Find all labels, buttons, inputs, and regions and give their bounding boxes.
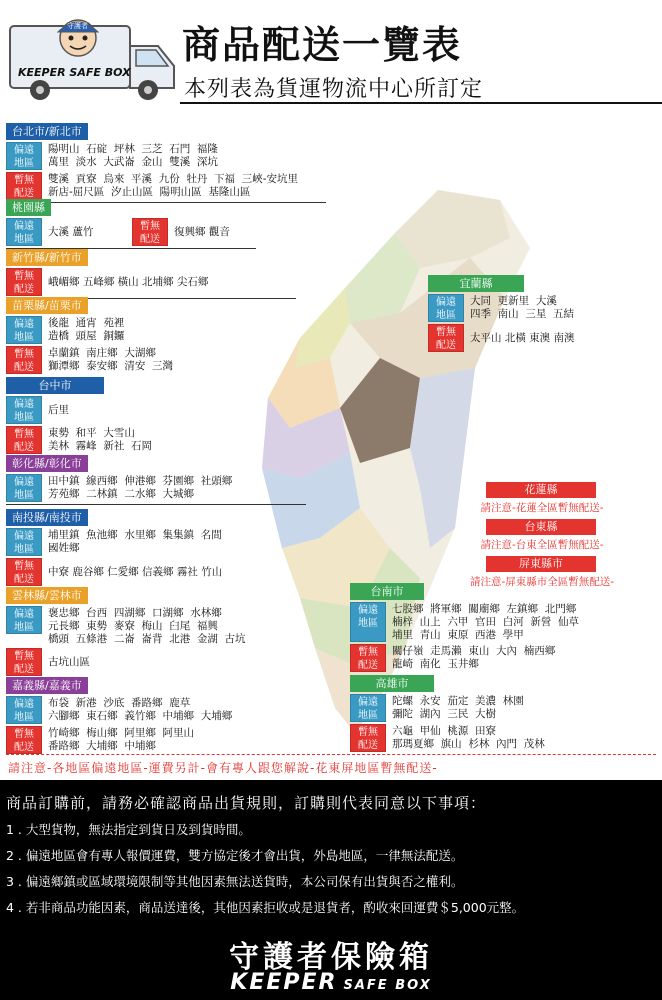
east-notice-taitung: 台東縣 請注意-台東全區暫無配送- (480, 520, 604, 551)
delivery-truck-icon (8, 8, 178, 103)
terms-item: 2 . 偏遠地區會有專人報價運費，雙方協定後才會出貨，外島地區，一律無法配送。 (6, 848, 464, 863)
remote-area-badge: 偏遠 地區 (6, 474, 42, 502)
no-delivery-badge: 暫無 配送 (6, 172, 42, 200)
brand-name-english: KEEPER (230, 970, 338, 995)
no-delivery-badge: 暫無 配送 (6, 558, 42, 586)
east-notice-hualien: 花蓮縣 請注意-花蓮全區暫無配送- (480, 483, 604, 514)
region-chiayi: 嘉義縣/嘉義市 偏遠 地區 布袋 新港 沙底 番路鄉 鹿草 六腳鄉 東石鄉 義竹鄉 中埔鄉 大埔鄉 暫無 配送 竹崎鄉 梅山鄉 阿里鄉 阿里山 番路鄉 大埔鄉 中埔鄉 (6, 674, 336, 756)
region-title: 高雄市 (350, 675, 434, 692)
mascot-cap-text: 守護者 (67, 22, 88, 30)
remote-area-badge: 偏遠 地區 (6, 316, 42, 344)
no-delivery-badge: 暫無 配送 (350, 724, 386, 752)
region-tainan: 台南市 偏遠 地區 七股鄉 將軍鄉 關廟鄉 左鎮鄉 北門鄉 楠梓 山上 六甲 官田 白河 新營 仙草 埔里 青山 東原 西港 學甲 暫無 配送 關仔嶺 走馬瀨 東山 大內 楠西鄉 龍崎 南化 玉井鄉 (350, 580, 656, 674)
subtitle-divider (180, 102, 662, 104)
region-title: 雲林縣/雲林市 (6, 587, 88, 604)
region-miaoli: 苗栗縣/苗栗市 偏遠 地區 後龍 通宵 苑裡 造橋 頭屋 銅鑼 暫無 配送 卓蘭鎮 南庄鄉 大湖鄉 獅潭鄉 泰安鄉 清安 三灣 (6, 294, 306, 376)
region-taichung: 台中市 偏遠 地區 后里 暫無 配送 東勢 和平 大雪山 美林 霧峰 新社 石岡 (6, 374, 306, 456)
terms-item: 3 . 偏遠鄉鎮或區域環境限制等其他因素無法送貨時，本公司保有出貨與否之權利。 (6, 874, 464, 889)
region-title: 台中市 (6, 377, 104, 394)
region-title: 嘉義縣/嘉義市 (6, 677, 88, 694)
region-title: 台北市/新北市 (6, 123, 88, 140)
remote-area-badge: 偏遠 地區 (6, 218, 42, 246)
no-delivery-badge: 暫無 配送 (6, 268, 42, 296)
region-title: 宜蘭縣 (428, 275, 524, 292)
no-delivery-badge: 暫無 配送 (6, 648, 42, 676)
no-delivery-badge: 暫無 配送 (350, 644, 386, 672)
region-taipei: 台北市/新北市 偏遠 地區 陽明山 石碇 坪林 三芝 石門 福隆 萬里 淡水 大武崙 金山 雙溪 深坑 暫無 配送 雙溪 貢寮 烏來 平溪 九份 牡丹 下福 三峽-安坑里 新店-屈尺區 汐止山區 陽明山區 基隆山區 (6, 120, 426, 203)
remote-area-badge: 偏遠 地區 (6, 606, 42, 634)
terms-heading: 商品訂購前，請務必確認商品出貨規則，訂購則代表同意以下事項： (6, 794, 487, 812)
page-subtitle: 本列表為貨運物流中心所訂定 (184, 77, 484, 102)
remote-area-badge: 偏遠 地區 (6, 142, 42, 170)
no-delivery-badge: 暫無 配送 (6, 346, 42, 374)
region-title: 南投縣/南投市 (6, 509, 88, 526)
brand-logo (0, 970, 662, 995)
region-yunlin: 雲林縣/雲林市 偏遠 地區 褒忠鄉 台西 四湖鄉 口湖鄉 水林鄉 元長鄉 東勢 麥寮 梅山 臼尾 福興 橋頭 五條港 二崙 崙背 北港 金湖 古坑 暫無 配送 古坑山區 (6, 584, 346, 678)
region-changhua: 彰化縣/彰化市 偏遠 地區 田中鎮 線西鄉 伸港鄉 芬園鄉 社頭鄉 芳苑鄉 二林鎮 二水鄉 大城鄉 (6, 452, 326, 505)
region-title: 彰化縣/彰化市 (6, 455, 88, 472)
region-title: 新竹縣/新竹市 (6, 249, 88, 266)
no-delivery-badge: 暫無 配送 (428, 324, 464, 352)
terms-item: 1 . 大型貨物，無法指定到貨日及到貨時間。 (6, 822, 251, 837)
brand-name-chinese: 守護者保險箱 (229, 940, 433, 975)
terms-item: 4 . 若非商品功能因素，商品送達後，其他因素拒收或是退貨者，酌收來回運費＄5,000元整。 (6, 900, 525, 915)
page-title: 商品配送一覽表 (182, 23, 463, 67)
remote-area-badge: 偏遠 地區 (6, 696, 42, 724)
east-notice-pingtung: 屏東縣市 請注意-屏東縣市全區暫無配送- (469, 557, 615, 588)
delivery-map (0, 108, 662, 780)
region-taoyuan: 桃園縣 偏遠 地區 大溪 蘆竹 暫無 配送 復興鄉 觀音 (6, 196, 306, 249)
shipping-notice: 請注意-各地區偏遠地區-運費另計-會有專人跟您解說-花東屏地區暫無配送- (6, 754, 656, 778)
region-title: 苗栗縣/苗栗市 (6, 297, 88, 314)
region-title: 台南市 (350, 583, 424, 600)
region-kaohsiung: 高雄市 偏遠 地區 陀螺 永安 茄定 美濃 林園 彌陀 湖內 三民 大樹 暫無 配送 六龜 甲仙 桃源 田寮 那瑪夏鄉 旗山 杉林 內門 茂林 (350, 672, 656, 754)
order-terms-section (0, 780, 662, 1000)
east-region-notices (446, 482, 638, 593)
region-title: 桃園縣 (6, 199, 51, 216)
remote-area-badge: 偏遠 地區 (6, 396, 42, 424)
remote-area-badge: 偏遠 地區 (428, 294, 464, 322)
region-nantou: 南投縣/南投市 偏遠 地區 埔里鎮 魚池鄉 水里鄉 集集鎮 名間 國姓鄉 暫無 配送 中寮 鹿谷鄉 仁愛鄉 信義鄉 霧社 竹山 (6, 506, 336, 588)
remote-area-badge: 偏遠 地區 (350, 602, 386, 642)
truck-logo-text: KEEPER SAFE BOX (18, 66, 131, 79)
no-delivery-badge: 暫無 配送 (132, 218, 168, 246)
terms-list (6, 820, 524, 924)
no-delivery-badge: 暫無 配送 (6, 426, 42, 454)
remote-area-badge: 偏遠 地區 (350, 694, 386, 722)
region-yilan: 宜蘭縣 偏遠 地區 大同 更新里 大溪 四季 南山 三星 五結 暫無 配送 太平山 北橫 東澳 南澳 (428, 272, 656, 354)
remote-area-badge: 偏遠 地區 (6, 528, 42, 556)
region-hsinchu: 新竹縣/新竹市 暫無 配送 峨嵋鄉 五峰鄉 橫山 北埔鄉 尖石鄉 (6, 246, 306, 299)
header (0, 0, 662, 108)
brand-tagline: SAFE BOX (343, 978, 432, 993)
no-delivery-badge: 暫無 配送 (6, 726, 42, 754)
